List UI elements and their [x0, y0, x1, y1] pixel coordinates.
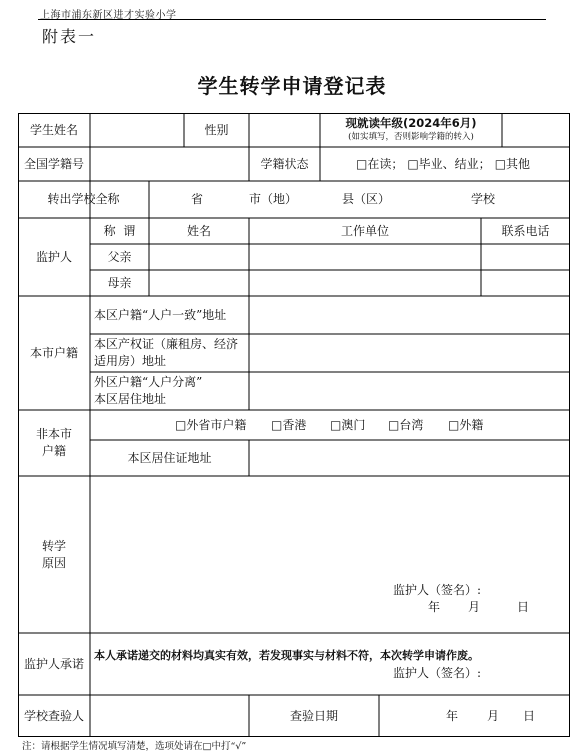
status-option-enrolled[interactable]: □在读； [356, 156, 404, 171]
nonlocal-label-line2: 户籍 [41, 444, 66, 458]
grade-field[interactable] [502, 113, 570, 147]
transfer-reason-field[interactable] [90, 476, 570, 633]
school-label: 学校 [471, 192, 496, 206]
father-workplace-field[interactable] [249, 244, 481, 270]
father-phone-field[interactable] [481, 244, 570, 270]
property-address-label: 本区产权证（廉租房、经济适用房）地址 [94, 337, 239, 368]
father-name-field[interactable] [149, 244, 249, 270]
transfer-reason-label [18, 476, 90, 633]
guardian-row-father: 父亲 [107, 249, 132, 264]
school-checker-label: 学校查验人 [23, 708, 84, 723]
student-id-label: 全国学籍号 [23, 156, 84, 171]
reason-date-year: 年 [428, 600, 441, 614]
school-header: 上海市浦东新区进才实验小学 [40, 10, 177, 21]
guardian-header-workplace: 工作单位 [340, 223, 389, 238]
province-label: 省 [191, 192, 204, 206]
separated-address-line2: 本区居住地址 [94, 392, 167, 406]
grade-label: 现就读年级(2024年6月) [345, 116, 477, 130]
residence-permit-label: 本区居住证地址 [127, 450, 212, 465]
status-label: 学籍状态 [260, 156, 309, 171]
guardian-label: 监护人 [35, 249, 72, 264]
guardian-pledge-label: 监护人承诺 [23, 656, 84, 671]
check-date-month: 月 [487, 708, 500, 723]
check-date-field[interactable] [379, 695, 570, 737]
student-id-field[interactable] [90, 147, 249, 181]
attachment-label: 附表一 [42, 27, 97, 46]
reason-date-day: 日 [517, 600, 530, 614]
guardian-pledge-cell [90, 633, 570, 695]
option-hongkong[interactable]: □香港 [271, 417, 307, 432]
reason-label-line1: 转学 [41, 538, 66, 553]
separated-address-label [90, 372, 249, 410]
property-address-field[interactable] [249, 334, 570, 372]
option-foreign[interactable]: □外籍 [448, 417, 484, 432]
nonlocal-options [90, 410, 570, 440]
nonlocal-household-label [18, 410, 90, 476]
student-name-field[interactable] [90, 113, 184, 147]
status-option-graduated[interactable]: □毕业、结业； [407, 156, 491, 171]
gender-label: 性别 [204, 122, 229, 137]
school-checker-field[interactable] [90, 695, 249, 737]
local-address-field[interactable] [249, 296, 570, 334]
nonlocal-label-line1: 非本市 [35, 427, 72, 441]
mother-name-field[interactable] [149, 270, 249, 296]
status-options [320, 147, 570, 181]
check-date-year: 年 [446, 708, 459, 723]
transfer-school-field[interactable] [149, 181, 570, 218]
check-date-label: 查验日期 [289, 708, 338, 723]
footnote: 注：请根据学生情况填写清楚，选项处请在□中打“√” [22, 741, 247, 752]
option-other-province[interactable]: □外省市户籍 [175, 417, 247, 432]
separated-address-line1: 外区户籍“人户分离” [94, 375, 203, 389]
reason-date-month: 月 [468, 600, 481, 614]
reason-label-line2: 原因 [41, 555, 66, 570]
gender-field[interactable] [249, 113, 320, 147]
transfer-form-table [18, 113, 570, 737]
transfer-school-label: 转出学校全称 [47, 192, 120, 206]
guardian-header-relation: 称 谓 [103, 223, 136, 238]
status-option-other[interactable]: □其他 [494, 156, 531, 171]
option-macau[interactable]: □澳门 [330, 417, 366, 432]
local-address-label: 本区户籍“人户一致”地址 [94, 307, 227, 322]
check-date-day: 日 [523, 708, 536, 723]
form-title: 学生转学申请登记表 [197, 74, 387, 98]
city-label: 市（地） [249, 192, 298, 206]
grade-label-cell [320, 113, 502, 147]
header-divider [38, 19, 546, 20]
mother-workplace-field[interactable] [249, 270, 481, 296]
grade-note: (如实填写，否则影响学籍的转入) [348, 132, 474, 142]
local-household-label: 本市户籍 [29, 345, 78, 360]
guardian-row-mother: 母亲 [107, 275, 132, 290]
guardian-header-phone: 联系电话 [501, 223, 550, 238]
residence-permit-field[interactable] [249, 440, 570, 476]
separated-address-field[interactable] [249, 372, 570, 410]
option-taiwan[interactable]: □台湾 [388, 417, 424, 432]
guardian-header-name: 姓名 [186, 223, 211, 238]
mother-phone-field[interactable] [481, 270, 570, 296]
reason-signature-label: 监护人（签名）: [393, 583, 482, 597]
student-name-label: 学生姓名 [29, 122, 78, 137]
county-label: 县（区） [342, 192, 391, 206]
pledge-signature-label: 监护人（签名）: [393, 666, 482, 680]
pledge-text: 本人承诺递交的材料均真实有效，若发现事实与材料不符，本次转学申请作废。 [94, 649, 479, 662]
